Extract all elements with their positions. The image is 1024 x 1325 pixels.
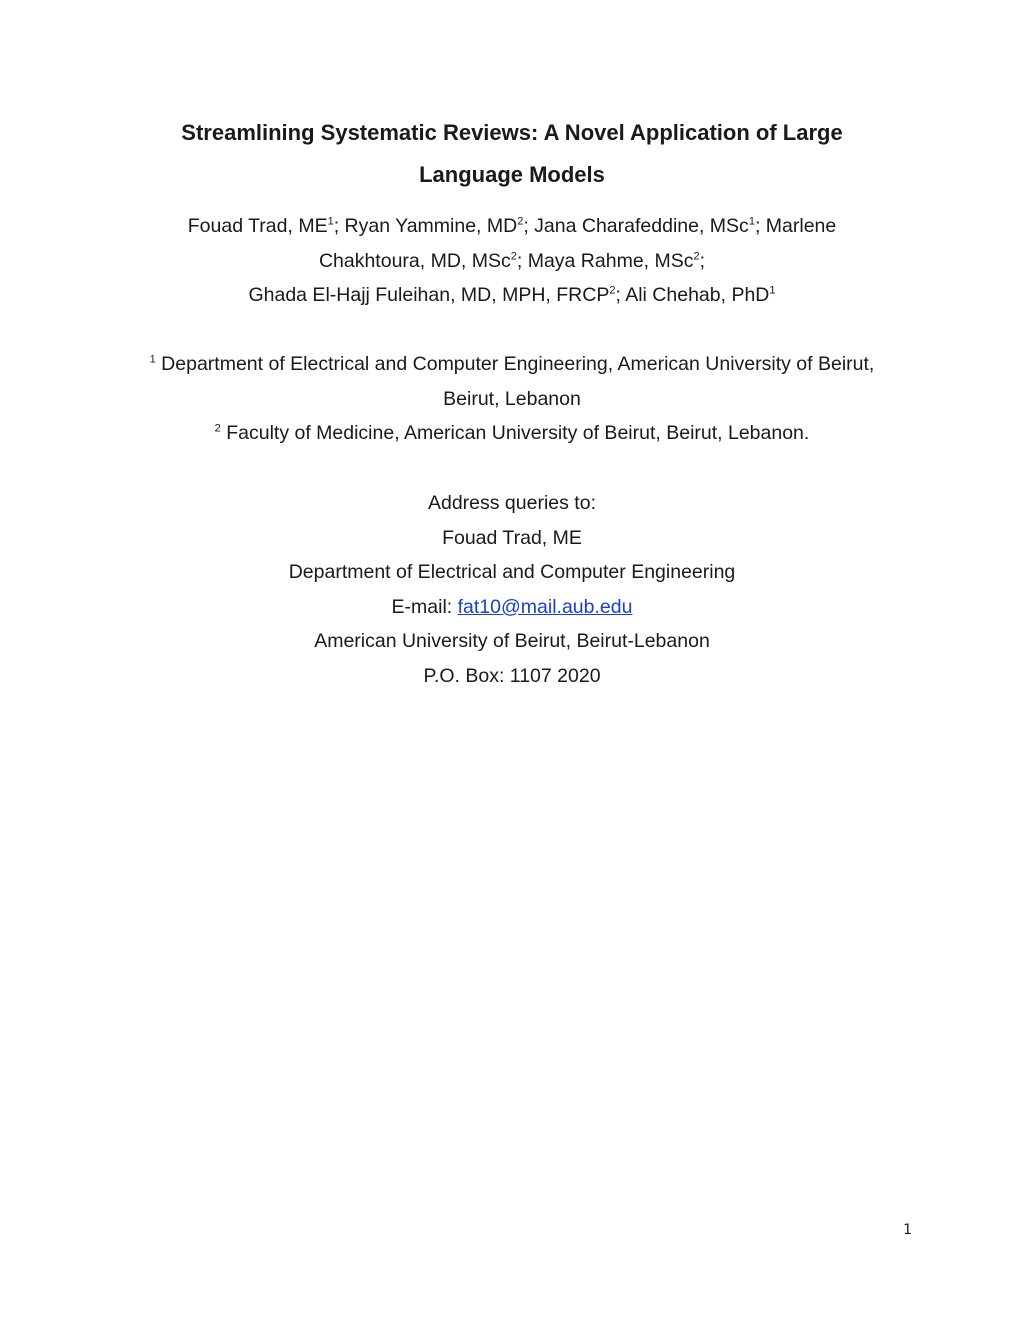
author-4-first: ; Marlene [754, 215, 837, 237]
author-line-1 [112, 209, 912, 244]
author-7-affil: 1 [769, 284, 776, 297]
correspondence-email-line [112, 590, 912, 625]
author-3-affil: 1 [748, 215, 755, 228]
affiliation-1-line-2: Beirut, Lebanon [443, 387, 581, 410]
affiliation-1-marker: 1 [149, 353, 156, 366]
author-7: ; Ali Chehab, PhD [615, 284, 770, 307]
email-label: E-mail: [391, 595, 458, 618]
title-line-1: Streamlining Systematic Reviews: A Novel Application of Large [181, 120, 843, 145]
correspondence-university: American University of Beirut, Beirut-Lebanon [314, 630, 710, 653]
author-6: Ghada El-Hajj Fuleihan, MD, MPH, FRCP [248, 284, 610, 307]
author-4-affil: 2 [510, 250, 517, 263]
author-5-end: ; [699, 249, 706, 272]
author-4-last: Chakhtoura, MD, MSc [318, 249, 511, 272]
correspondence-block [112, 486, 912, 694]
author-line-2 [112, 244, 912, 279]
affiliation-2 [112, 416, 912, 451]
correspondence-name: Fouad Trad, ME [442, 526, 582, 549]
affiliation-2-marker: 2 [214, 422, 221, 435]
author-line-3 [112, 278, 912, 313]
author-list [112, 209, 912, 313]
title-line-2: Language Models [419, 162, 605, 187]
author-3: ; Jana Charafeddine, MSc [523, 215, 749, 237]
author-2: ; Ryan Yammine, MD [333, 215, 518, 237]
page-number: 1 [903, 1222, 912, 1238]
correspondence-heading: Address queries to: [427, 492, 596, 514]
affiliations [112, 347, 912, 451]
author-6-affil: 2 [609, 284, 616, 297]
affiliation-2-text: Faculty of Medicine, American University of Beirut, Beirut, Lebanon. [220, 422, 810, 445]
email-link[interactable]: fat10@mail.aub.edu [457, 595, 633, 618]
correspondence-pobox: P.O. Box: 1107 2020 [423, 664, 601, 687]
author-1: Fouad Trad, ME [187, 215, 328, 237]
author-1-affil: 1 [327, 215, 334, 228]
paper-title [112, 112, 912, 196]
affiliation-1-text: Department of Electrical and Computer Engineering, American University of Beirut, [155, 353, 875, 375]
author-5: ; Maya Rahme, MSc [516, 249, 694, 272]
correspondence-department: Department of Electrical and Computer Engineering [288, 561, 736, 584]
affiliation-1-line-1 [112, 347, 912, 382]
author-2-affil: 2 [517, 215, 524, 228]
author-5-affil: 2 [693, 250, 700, 263]
